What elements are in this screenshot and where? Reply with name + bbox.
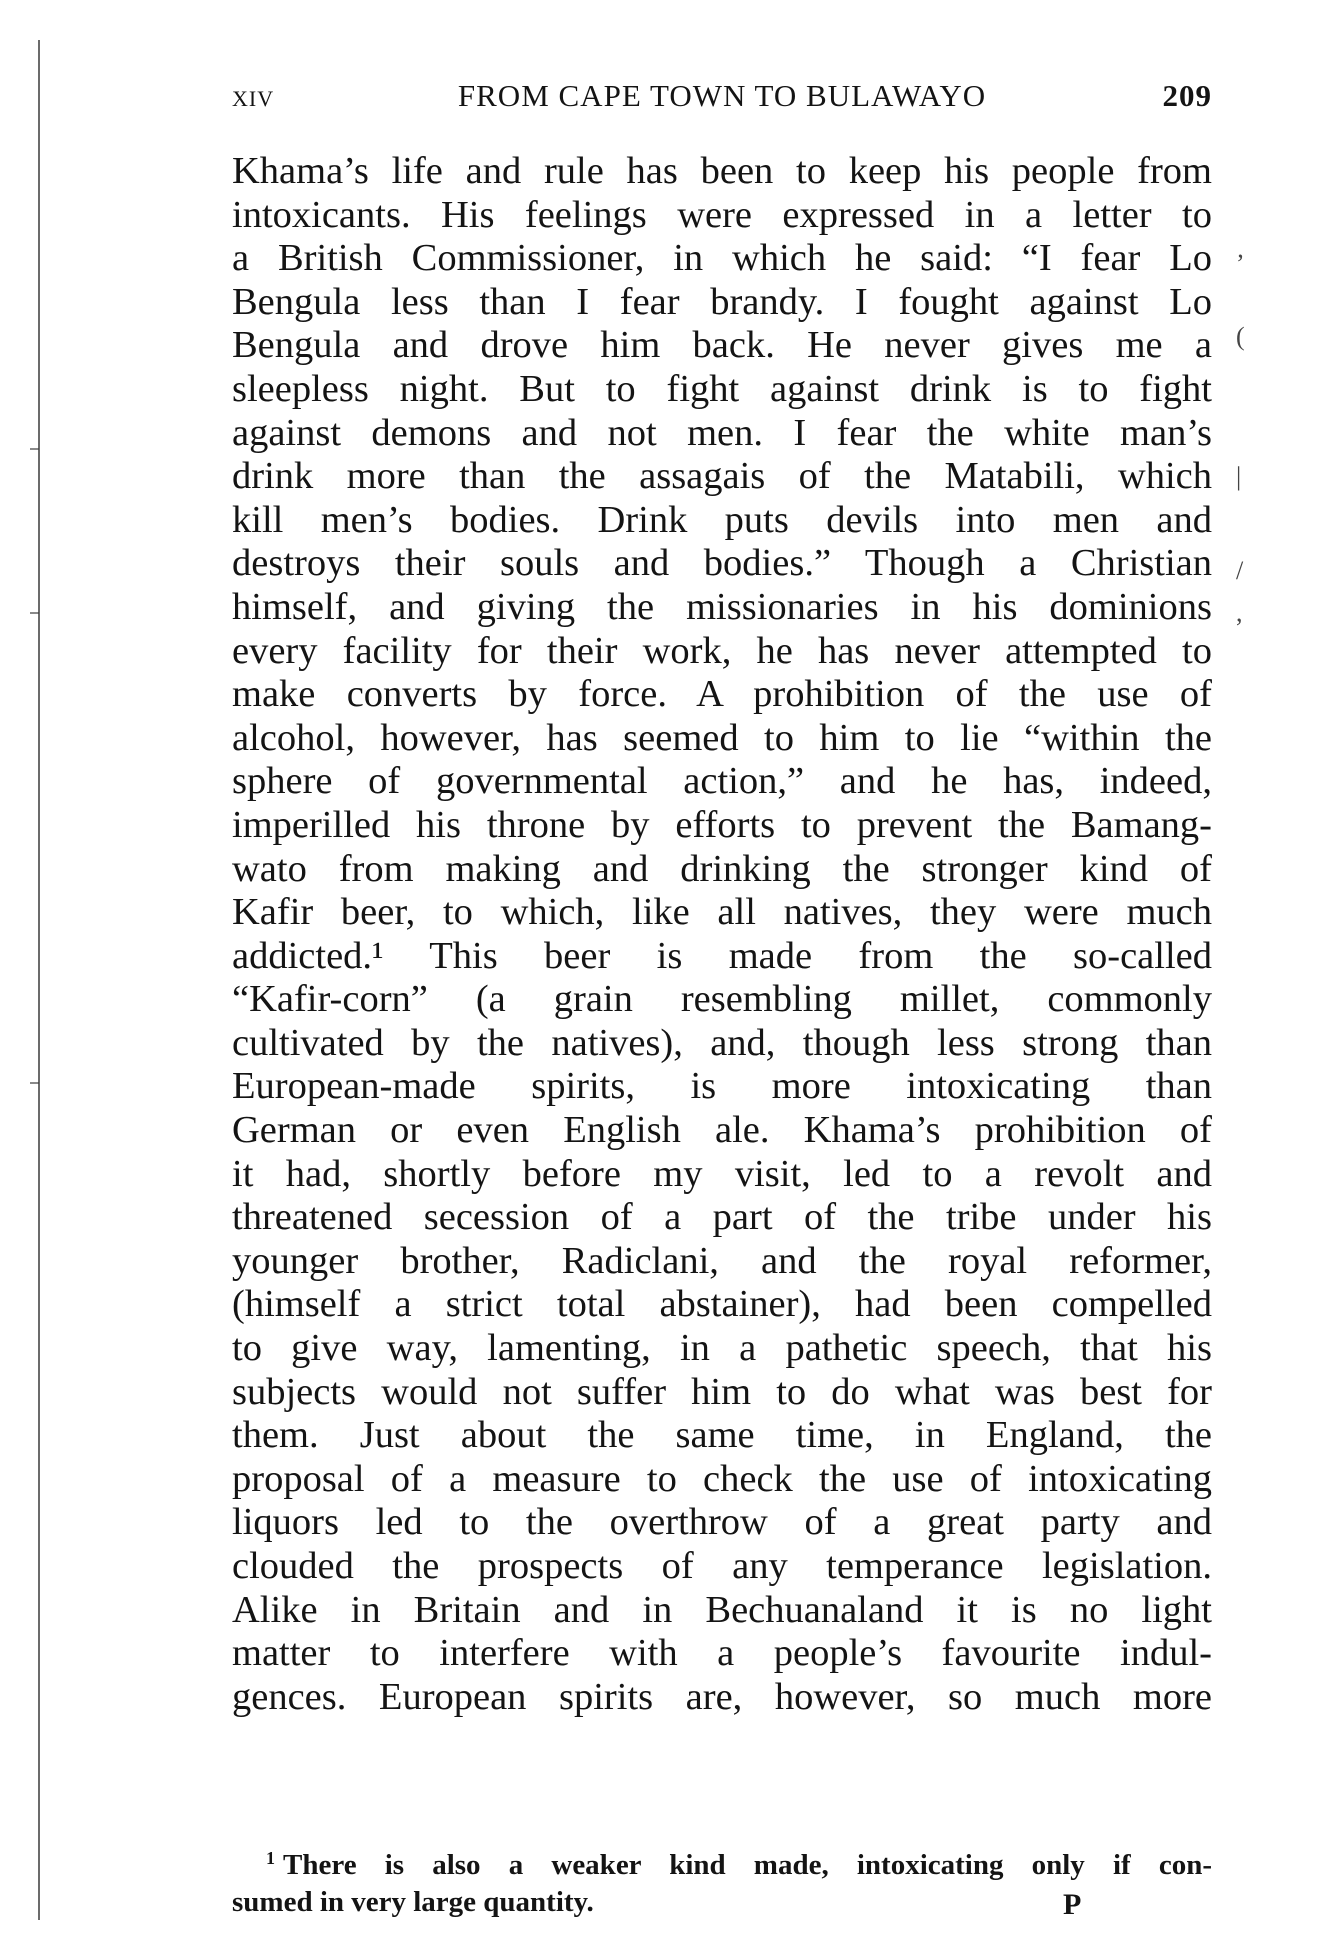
text-line: Khama’s life and rule has been to keep his people from [232, 150, 1212, 192]
text-line: subjects would not suffer him to do what was best for [232, 1370, 1212, 1413]
binding-mark [30, 1082, 39, 1084]
text-line: gences. European spirits are, however, so much more [232, 1675, 1212, 1718]
text-line: clouded the prospects of any temperance legislation. [232, 1545, 1212, 1587]
text-line: drink more than the assagais of the Matabili, which [232, 455, 1212, 498]
binding-mark [30, 448, 39, 450]
text-line: addicted.¹ This beer is made from the so-called [232, 934, 1212, 977]
text-line: it had, shortly before my visit, led to a revolt and [232, 1152, 1212, 1195]
text-line: against demons and not men. I fear the white man’s [232, 411, 1212, 454]
margin-pencil-mark: | [1236, 462, 1242, 491]
text-line: sleepless night. But to fight against drink is to fight [232, 367, 1212, 410]
text-line: kill men’s bodies. Drink puts devils into men and [232, 498, 1212, 541]
text-line: to give way, lamenting, in a pathetic speech, that his [232, 1327, 1212, 1370]
text-line: proposal of a measure to check the use of intoxicating [232, 1457, 1212, 1500]
text-line: cultivated by the natives), and, though less strong than [232, 1021, 1212, 1064]
text-line: Bengula and drove him back. He never gives me a [232, 324, 1212, 367]
page-number: 209 [1162, 78, 1212, 113]
text-line: make converts by force. A prohibition of the use of [232, 673, 1212, 716]
running-title: FROM CAPE TOWN TO BULAWAYO [457, 78, 987, 113]
chapter-number: xiv [232, 78, 275, 113]
text-line: Alike in Britain and in Bechuanaland it is no light [232, 1588, 1212, 1631]
text-line: wato from making and drinking the stronger kind of [232, 847, 1212, 890]
text-line: a British Commissioner, in which he said: “I fear Lo [232, 237, 1212, 280]
margin-pencil-mark: , [1236, 598, 1243, 627]
text-line: Kafir beer, to which, like all natives, they were much [232, 891, 1212, 934]
footnote-line [232, 1840, 1212, 1884]
margin-pencil-mark: / [1236, 556, 1244, 585]
text-line: German or even English ale. Khama’s prohibition of [232, 1109, 1212, 1152]
footnote-text: There is also a weaker kind made, intoxicating only if con- [283, 1849, 1212, 1881]
footnote-marker: 1 [266, 1848, 275, 1868]
text-line: imperilled his throne by efforts to prevent the Bamang- [232, 803, 1212, 846]
text-line: himself, and giving the missionaries in his dominions [232, 585, 1212, 628]
binding-edge-line [38, 40, 40, 1920]
text-line: matter to interfere with a people’s favourite indul- [232, 1632, 1212, 1675]
running-head [232, 72, 1212, 122]
margin-pencil-mark: ( [1236, 322, 1245, 351]
text-line: (himself a strict total abstainer), had been compelled [232, 1283, 1212, 1326]
text-line: European-made spirits, is more intoxicating than [232, 1065, 1212, 1108]
binding-mark [30, 612, 39, 614]
text-line: alcohol, however, has seemed to him to lie “within the [232, 716, 1212, 759]
text-line: Bengula less than I fear brandy. I fought against Lo [232, 280, 1212, 323]
text-line: intoxicants. His feelings were expressed in a letter to [232, 193, 1212, 236]
signature-mark: P [1063, 1888, 1082, 1921]
text-line: younger brother, Radiclani, and the royal reformer, [232, 1239, 1212, 1282]
text-line: “Kafir-corn” (a grain resembling millet, commonly [232, 978, 1212, 1021]
body-text [232, 150, 1212, 1719]
footnote-line: sumed in very large quantity. [232, 1886, 594, 1918]
text-line: every facility for their work, he has never attempted to [232, 629, 1212, 672]
text-line: threatened secession of a part of the tribe under his [232, 1196, 1212, 1239]
margin-pencil-mark: ‚ [1236, 234, 1245, 263]
text-line: them. Just about the same time, in England, the [232, 1414, 1212, 1457]
text-line: destroys their souls and bodies.” Though a Christian [232, 542, 1212, 585]
text-line: liquors led to the overthrow of a great party and [232, 1501, 1212, 1544]
text-line: sphere of governmental action,” and he has, indeed, [232, 760, 1212, 803]
